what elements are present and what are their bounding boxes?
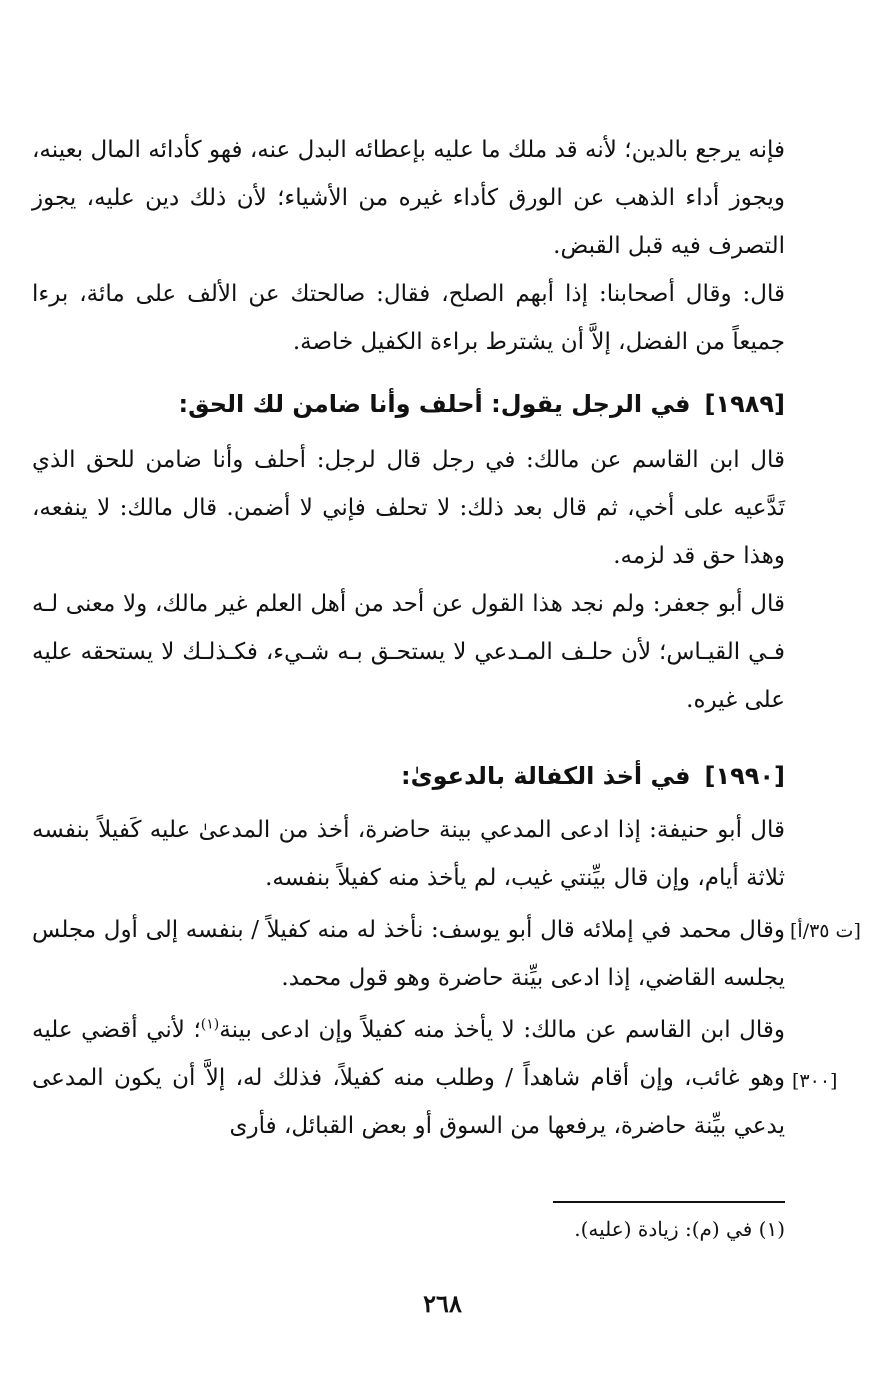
footnote: (١) في (م): زيادة (عليه). xyxy=(574,1217,785,1241)
footnote-marker: (١) xyxy=(200,1016,220,1033)
paragraph-4: قال أبو جعفر: ولم نجد هذا القول عن أحد من أهل العلم غير مالك، ولا معنى لـه فـي القيـاس؛ لأن حلـف المـدعي لا يستحـق بـه شـيء، فكـذلـك لا يستحقه عليه على غيره. xyxy=(32,591,785,713)
footnote-separator xyxy=(553,1201,785,1203)
margin-note-page: [٣٠٠] xyxy=(792,1070,838,1092)
paragraph-6: وقال محمد في إملائه قال أبو يوسف: نأخذ له منه كفيلاً / بنفسه إلى أول مجلس يجلسه القاضي، إذا ادعى بيِّنة حاضرة وهو قول محمد. xyxy=(32,917,785,991)
section-title: في الرجل يقول: أحلف وأنا ضامن لك الحق: xyxy=(178,390,691,418)
paragraph-7-end: ؛ لأني أقضي عليه وهو غائب، وإن أقام شاهداً / وطلب منه كفيلاً، فذلك له، إلاَّ أن يكون المدعى يدعي بيِّنة حاضرة، يرفعها من السوق أو بعض القبائل، فأرى xyxy=(32,1017,785,1139)
section-heading-1989 xyxy=(32,384,785,424)
section-title: في أخذ الكفالة بالدعوىٰ: xyxy=(401,762,691,790)
paragraph-2: قال: وقال أصحابنا: إذا أبهم الصلح، فقال: صالحتك عن الألف على مائة، برءا جميعاً من الفضل، إلاَّ أن يشترط براءة الكفيل خاصة. xyxy=(32,281,785,355)
section-heading-1990 xyxy=(32,756,785,796)
section-number: [١٩٩٠] xyxy=(704,762,785,790)
paragraph-7-start: وقال ابن القاسم عن مالك: لا يأخذ منه كفيلاً وإن ادعى بينة xyxy=(219,1017,785,1043)
paragraph-7 xyxy=(32,1006,785,1150)
margin-note-manuscript: [ت ٣٥/أ] xyxy=(790,920,861,942)
paragraph-3: قال ابن القاسم عن مالك: في رجل قال لرجل: أحلف وأنا ضامن للحق الذي تَدَّعيه على أخي، ثم قال بعد ذلك: لا تحلف فإني لا أضمن. قال مالك: لا ينفعه، وهذا حق قد لزمه. xyxy=(32,447,785,569)
page-number: ٢٦٨ xyxy=(423,1289,462,1318)
section-number: [١٩٨٩] xyxy=(704,390,785,418)
paragraph-1: فإنه يرجع بالدين؛ لأنه قد ملك ما عليه بإعطائه البدل عنه، فهو كأدائه المال بعينه، ويجوز أداء الذهب عن الورق كأداء غيره من الأشياء؛ لأن ذلك دين عليه، يجوز التصرف فيه قبل القبض. xyxy=(32,137,785,259)
paragraph-5: قال أبو حنيفة: إذا ادعى المدعي بينة حاضرة، أخذ من المدعىٰ عليه كَفيلاً بنفسه ثلاثة أيام، وإن قال بيِّنتي غيب، لم يأخذ منه كفيلاً بنفسه. xyxy=(32,817,785,891)
